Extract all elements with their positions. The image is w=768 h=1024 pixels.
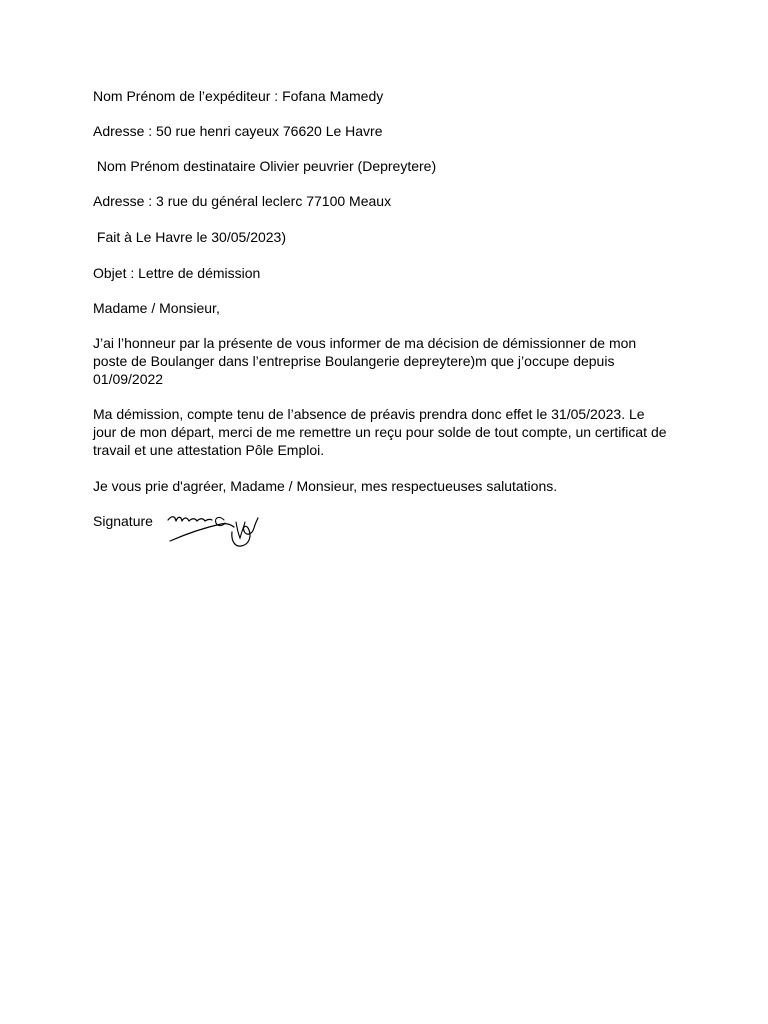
- paragraph-line: jour de mon départ, merci de me remettre un reçu pour solde de tout compte, un certificat de: [93, 424, 667, 440]
- body-paragraph-resignation: [93, 334, 693, 388]
- handwritten-signature: [164, 510, 260, 552]
- recipient-address: Adresse : 3 rue du général leclerc 77100 Meaux: [93, 193, 392, 209]
- letter-subject: Objet : Lettre de démission: [93, 265, 261, 281]
- body-paragraph-effective-date: [93, 405, 693, 459]
- paragraph-line: travail et une attestation Pôle Emploi.: [93, 442, 325, 458]
- closing-formula: Je vous prie d'agréer, Madame / Monsieur, mes respectueuses salutations.: [93, 478, 558, 494]
- recipient-name: Nom Prénom destinataire Olivier peuvrier (Depreytere): [93, 158, 437, 174]
- place-and-date: Fait à Le Havre le 30/05/2023): [93, 229, 287, 245]
- signature-label: Signature: [93, 513, 153, 529]
- paragraph-line: 01/09/2022: [93, 371, 164, 387]
- sender-name: Nom Prénom de l’expéditeur : Fofana Mamedy: [93, 88, 384, 104]
- paragraph-line: J’ai l’honneur par la présente de vous informer de ma décision de démissionner de mon: [93, 335, 637, 351]
- salutation: Madame / Monsieur,: [93, 300, 220, 316]
- sender-address: Adresse : 50 rue henri cayeux 76620 Le Havre: [93, 123, 383, 139]
- paragraph-line: Ma démission, compte tenu de l’absence de préavis prendra donc effet le 31/05/2023. Le: [93, 406, 645, 422]
- paragraph-line: poste de Boulanger dans l’entreprise Boulangerie depreytere)m que j’occupe depuis: [93, 353, 615, 369]
